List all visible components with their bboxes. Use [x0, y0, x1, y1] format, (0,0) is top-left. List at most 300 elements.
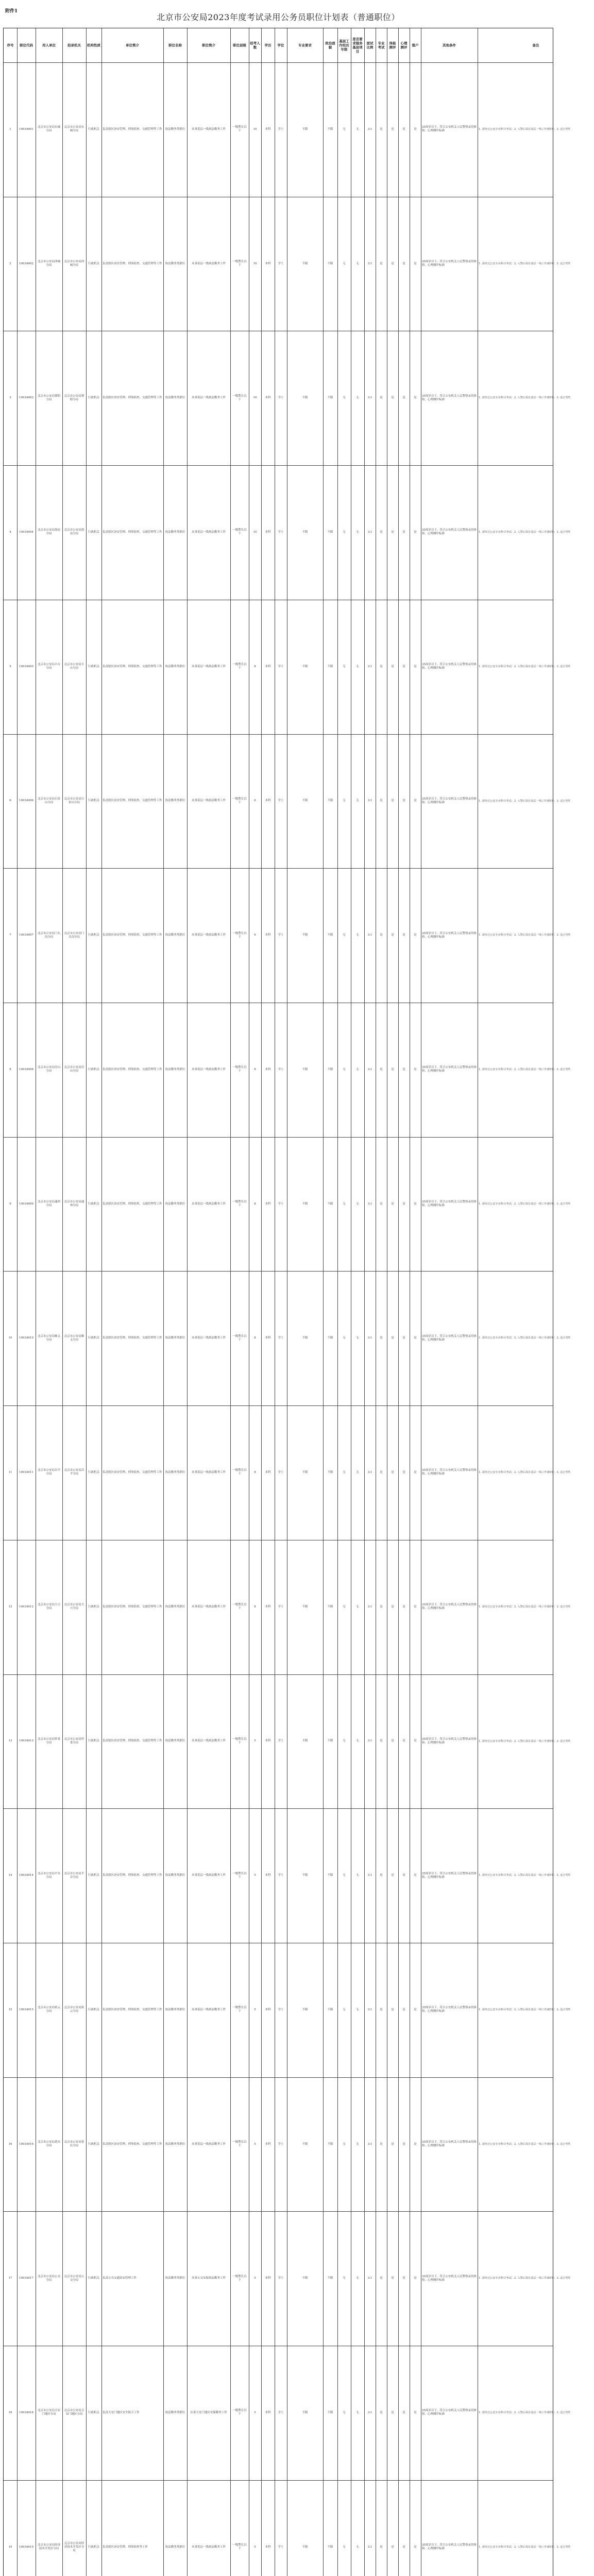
cell-level: 一级警长以下: [232, 2409, 247, 2416]
cell-edu: 本科: [265, 665, 271, 668]
cell-desc: 从事基层一线执法勤务工作: [191, 1739, 226, 1743]
cell-no: 19: [8, 2545, 12, 2549]
cell-major: 不限: [302, 1202, 308, 1206]
cell-code: 10034001: [19, 127, 33, 131]
cell-num: 8: [254, 1336, 256, 1340]
cell-intro: 负责辖区治安管理、刑事侦查等工作: [103, 2545, 148, 2549]
cell-exam: 是: [380, 2411, 383, 2414]
cell-fitness: 是: [391, 1605, 394, 1608]
cell-agency: 北京市公安局石景山分局: [64, 797, 84, 804]
cell-agency: 北京市公安局顺义分局: [64, 1334, 84, 1342]
cell-degree: 学士: [278, 262, 284, 265]
cell-fitness: 是: [391, 127, 394, 131]
cell-service: 无: [356, 1470, 359, 1474]
cell-fitness: 是: [391, 1336, 394, 1340]
cell-desc: 从事基层一线执法勤务工作: [191, 2142, 226, 2146]
cell-intro: 负责辖区治安管理、刑事侦查、交通管理等工作: [103, 799, 162, 803]
cell-psych: 是: [402, 396, 405, 400]
table-row: [4, 2077, 571, 2212]
cell-level: 一级警长以下: [232, 1334, 247, 1342]
cell-code: 10034002: [19, 262, 33, 265]
cell-hukou: 是: [414, 1605, 417, 1608]
cell-service: 无: [356, 530, 359, 534]
cell-intro: 负责辖区治安管理、刑事侦查、交通管理等工作: [103, 262, 162, 265]
cell-nature: 行政机关: [88, 1605, 99, 1608]
cell-hukou: 是: [414, 2008, 417, 2011]
cell-politics: 不限: [327, 799, 333, 803]
cell-hukou: 是: [414, 1470, 417, 1474]
cell-remark: 1. 需经过公安专业科目考试；2. 入警后需在基层一线工作满5年；3. 适合男性: [479, 665, 571, 668]
cell-degree: 学士: [278, 1067, 284, 1071]
cell-exp: 无: [343, 799, 346, 803]
cell-code: 10034011: [19, 1470, 33, 1474]
cell-level: 一级警长以下: [232, 394, 247, 401]
cell-code: 10034009: [19, 1202, 33, 1206]
cell-major: 不限: [302, 1336, 308, 1340]
cell-remark: 1. 需经过公安专业科目考试；2. 入警后需在基层一线工作满5年；3. 适合男性: [479, 1336, 571, 1340]
cell-ratio: 3:1: [367, 2008, 372, 2011]
cell-position: 执法勤务类职位: [165, 665, 185, 668]
cell-ratio: 3:1: [367, 2277, 372, 2280]
cell-intro: 负责辖区治安管理、刑事侦查、交通管理等工作: [103, 396, 162, 400]
cell-exp: 无: [343, 396, 346, 400]
cell-psych: 是: [402, 1470, 405, 1474]
cell-desc: 从事基层一线执法勤务工作: [191, 127, 226, 131]
cell-no: 18: [8, 2411, 12, 2414]
cell-remark: 1. 需经过公安专业科目考试；2. 入警后需在基层一线工作满5年；3. 适合男性: [479, 128, 571, 131]
cell-ratio: 3:1: [367, 262, 372, 265]
cell-other: 35周岁以下，符合公安机关人民警察录用体检、心理测评标准: [422, 2141, 477, 2148]
cell-no: 1: [9, 127, 11, 131]
cell-degree: 学士: [278, 934, 284, 937]
cell-ratio: 3:1: [367, 1874, 372, 1877]
cell-intro: 负责辖区治安管理、刑事侦查、交通管理等工作: [103, 1202, 162, 1206]
cell-hukou: 是: [414, 1739, 417, 1743]
cell-ratio: 3:1: [367, 934, 372, 937]
cell-nature: 行政机关: [88, 934, 99, 937]
cell-major: 不限: [302, 1067, 308, 1071]
cell-remark: 1. 需经过公安专业科目考试；2. 入警后需在基层一线工作满5年；3. 适合男性: [479, 1068, 571, 1072]
cell-code: 10034013: [19, 1739, 33, 1743]
cell-unit: 北京市公安局朝阳分局: [37, 394, 60, 401]
cell-unit: 北京市公安局东城分局: [37, 126, 60, 133]
column-header: 职位代码: [20, 43, 33, 47]
cell-position: 执法勤务类职位: [165, 127, 185, 131]
cell-agency: 北京市公安局延庆分局: [64, 2141, 84, 2148]
cell-psych: 是: [402, 2142, 405, 2146]
cell-fitness: 是: [391, 2142, 394, 2146]
cell-ratio: 3:1: [367, 2411, 372, 2414]
cell-no: 4: [9, 530, 11, 534]
cell-politics: 不限: [327, 2277, 333, 2280]
cell-level: 一级警长以下: [232, 2544, 247, 2551]
cell-politics: 不限: [327, 1202, 333, 1206]
cell-degree: 学士: [278, 396, 284, 400]
cell-position: 执法勤务类职位: [165, 2411, 185, 2414]
cell-unit: 北京市公安局公交分局: [37, 2275, 60, 2282]
cell-exam: 是: [380, 1739, 383, 1743]
column-header: 学位: [277, 43, 284, 47]
cell-other: 35周岁以下，符合公安机关人民警察录用体检、心理测评标准: [422, 260, 477, 267]
cell-exam: 是: [380, 530, 383, 534]
column-header: 落户: [412, 43, 419, 47]
cell-agency: 北京市公安局昌平分局: [64, 1469, 84, 1476]
cell-fitness: 是: [391, 2277, 394, 2280]
cell-desc: 从事基层一线执法勤务工作: [191, 396, 226, 400]
cell-intro: 负责公共交通治安管理工作: [103, 2277, 137, 2280]
cell-nature: 行政机关: [88, 1067, 99, 1071]
column-header: 序号: [7, 43, 14, 47]
cell-nature: 行政机关: [88, 665, 99, 668]
cell-level: 一级警长以下: [232, 2275, 247, 2282]
cell-level: 一级警长以下: [232, 260, 247, 267]
cell-unit: 北京市公安局昌平分局: [37, 1469, 60, 1476]
cell-politics: 不限: [327, 2142, 333, 2146]
column-header: 专业要求: [298, 43, 312, 47]
cell-exam: 是: [380, 262, 383, 265]
cell-remark: 1. 需经过公安专业科目考试；2. 入警后需在基层一线工作满5年；3. 适合男性: [479, 2008, 571, 2012]
column-header: 心理测评: [400, 41, 408, 49]
cell-level: 一级警长以下: [232, 1872, 247, 1879]
cell-desc: 从事基层一线执法勤务工作: [191, 1067, 226, 1071]
cell-num: 5: [254, 1739, 256, 1743]
cell-psych: 是: [402, 2277, 405, 2280]
cell-nature: 行政机关: [88, 396, 99, 400]
cell-desc: 从事天安门地区安保勤务工作: [190, 2411, 227, 2414]
cell-hukou: 是: [414, 665, 417, 668]
cell-code: 10034018: [19, 2411, 33, 2414]
page-title: 北京市公安局2023年度考试录用公务员职位计划表（普通职位）: [157, 12, 400, 22]
cell-major: 不限: [302, 396, 308, 400]
table-row: [4, 868, 571, 1003]
cell-code: 10034015: [19, 2008, 33, 2011]
cell-unit: 北京市公安局平谷分局: [37, 1872, 60, 1879]
cell-code: 10034014: [19, 1874, 33, 1877]
cell-intro: 负责辖区治安管理、刑事侦查、交通管理等工作: [103, 1874, 162, 1877]
table-row: [4, 62, 571, 197]
table-row: [4, 2480, 571, 2576]
table-row: [4, 1271, 571, 1405]
cell-degree: 学士: [278, 2545, 284, 2549]
cell-major: 不限: [302, 1739, 308, 1743]
cell-unit: 北京市公安局海淀分局: [37, 529, 60, 536]
cell-exp: 无: [343, 1874, 346, 1877]
cell-level: 一级警长以下: [232, 1737, 247, 1744]
cell-degree: 学士: [278, 665, 284, 668]
cell-degree: 学士: [278, 1739, 284, 1743]
cell-fitness: 是: [391, 799, 394, 803]
cell-nature: 行政机关: [88, 1470, 99, 1474]
cell-service: 无: [356, 127, 359, 131]
cell-service: 无: [356, 1739, 359, 1743]
cell-position: 执法勤务类职位: [165, 1739, 185, 1743]
column-header: 招录机关: [67, 43, 81, 47]
cell-level: 一级警长以下: [232, 1469, 247, 1476]
position-table: [3, 28, 571, 2576]
cell-fitness: 是: [391, 396, 394, 400]
cell-code: 10034019: [19, 2545, 33, 2549]
cell-other: 35周岁以下，符合公安机关人民警察录用体检、心理测评标准: [422, 1334, 477, 1342]
cell-position: 执法勤务类职位: [165, 1336, 185, 1340]
cell-hukou: 是: [414, 2277, 417, 2280]
cell-intro: 负责辖区治安管理、刑事侦查、交通管理等工作: [103, 1739, 162, 1743]
cell-num: 8: [254, 1605, 256, 1608]
cell-exam: 是: [380, 1874, 383, 1877]
cell-intro: 负责辖区治安管理、刑事侦查、交通管理等工作: [103, 665, 162, 668]
cell-other: 35周岁以下，符合公安机关人民警察录用体检、心理测评标准: [422, 2409, 477, 2416]
cell-remark: 1. 需经过公安专业科目考试；2. 入警后需在基层一线工作满5年；3. 适合男性: [479, 1739, 571, 1743]
cell-exam: 是: [380, 2545, 383, 2549]
cell-hukou: 是: [414, 1874, 417, 1877]
cell-service: 无: [356, 1605, 359, 1608]
cell-edu: 本科: [265, 799, 271, 803]
cell-politics: 不限: [327, 934, 333, 937]
cell-level: 一级警长以下: [232, 1066, 247, 1073]
cell-remark: 1. 需经过公安专业科目考试；2. 入警后需在基层一线工作满5年；3. 适合男性: [479, 1874, 571, 1877]
cell-nature: 行政机关: [88, 799, 99, 803]
cell-politics: 不限: [327, 2411, 333, 2414]
cell-service: 无: [356, 1874, 359, 1877]
cell-edu: 本科: [265, 1605, 271, 1608]
table-row: [4, 1003, 571, 1137]
cell-agency: 北京市公安局通州分局: [64, 1200, 84, 1208]
cell-exam: 是: [380, 396, 383, 400]
table-row: [4, 1137, 571, 1272]
cell-psych: 是: [402, 127, 405, 131]
cell-exp: 无: [343, 262, 346, 265]
cell-other: 35周岁以下，符合公安机关人民警察录用体检、心理测评标准: [422, 1872, 477, 1879]
cell-desc: 从事基层一线执法勤务工作: [191, 1336, 226, 1340]
cell-agency: 北京市公安局西城分局: [64, 260, 84, 267]
cell-nature: 行政机关: [88, 1739, 99, 1743]
column-header: 备注: [532, 43, 539, 47]
cell-no: 9: [9, 1202, 11, 1206]
cell-ratio: 3:1: [367, 1067, 372, 1071]
cell-exam: 是: [380, 2142, 383, 2146]
cell-politics: 不限: [327, 1470, 333, 1474]
cell-no: 15: [8, 2008, 12, 2011]
cell-service: 无: [356, 2545, 359, 2549]
cell-edu: 本科: [265, 1470, 271, 1474]
cell-agency: 北京市公安局平谷分局: [64, 1872, 84, 1879]
cell-agency: 北京市公安局密云分局: [64, 2006, 84, 2013]
cell-code: 10034004: [19, 530, 33, 534]
cell-agency: 北京市公安局怀柔分局: [64, 1737, 84, 1744]
cell-service: 无: [356, 396, 359, 400]
cell-position: 执法勤务类职位: [165, 396, 185, 400]
cell-exp: 无: [343, 1336, 346, 1340]
column-header: 职位层级: [233, 43, 246, 47]
cell-politics: 不限: [327, 2008, 333, 2011]
cell-edu: 本科: [265, 2008, 271, 2011]
table-row: [4, 1405, 571, 1540]
cell-edu: 本科: [265, 2545, 271, 2549]
cell-hukou: 是: [414, 1202, 417, 1206]
table-row: [4, 734, 571, 869]
cell-desc: 从事公交安保执法勤务工作: [191, 2277, 226, 2280]
cell-politics: 不限: [327, 530, 333, 534]
cell-intro: 负责辖区治安管理、刑事侦查、交通管理等工作: [103, 2008, 162, 2011]
cell-no: 14: [8, 1874, 12, 1877]
cell-psych: 是: [402, 2008, 405, 2011]
cell-nature: 行政机关: [88, 530, 99, 534]
cell-major: 不限: [302, 2008, 308, 2011]
cell-desc: 从事基层一线执法勤务工作: [191, 934, 226, 937]
cell-position: 执法勤务类职位: [165, 2008, 185, 2011]
cell-agency: 北京市公安局朝阳分局: [64, 394, 84, 401]
cell-exp: 无: [343, 934, 346, 937]
cell-ratio: 3:1: [367, 396, 372, 400]
cell-num: 10: [253, 530, 257, 534]
cell-exp: 无: [343, 530, 346, 534]
cell-code: 10034005: [19, 665, 33, 668]
cell-psych: 是: [402, 665, 405, 668]
cell-psych: 是: [402, 1336, 405, 1340]
cell-edu: 本科: [265, 1336, 271, 1340]
cell-edu: 本科: [265, 262, 271, 265]
cell-politics: 不限: [327, 2545, 333, 2549]
cell-ratio: 3:1: [367, 2142, 372, 2146]
cell-politics: 不限: [327, 665, 333, 668]
cell-position: 执法勤务类职位: [165, 1874, 185, 1877]
cell-agency: 北京市公安局门头沟分局: [64, 931, 84, 939]
cell-major: 不限: [302, 2411, 308, 2414]
cell-other: 35周岁以下，符合公安机关人民警察录用体检、心理测评标准: [422, 663, 477, 670]
cell-unit: 北京市公安局石景山分局: [37, 797, 60, 804]
cell-no: 12: [8, 1605, 12, 1608]
cell-psych: 是: [402, 1739, 405, 1743]
cell-remark: 1. 需经过公安专业科目考试；2. 入警后需在基层一线工作满5年；3. 适合男性: [479, 799, 571, 803]
cell-exam: 是: [380, 127, 383, 131]
cell-agency: 北京市公安局大兴分局: [64, 1603, 84, 1611]
cell-no: 5: [9, 665, 11, 668]
cell-nature: 行政机关: [88, 1874, 99, 1877]
cell-no: 2: [9, 262, 11, 265]
cell-position: 执法勤务类职位: [165, 934, 185, 937]
cell-agency: 北京市公安局丰台分局: [64, 663, 84, 670]
cell-unit: 北京市公安局丰台分局: [37, 663, 60, 670]
cell-intro: 负责辖区治安管理、刑事侦查、交通管理等工作: [103, 1470, 162, 1474]
cell-num: 10: [253, 262, 257, 265]
cell-edu: 本科: [265, 396, 271, 400]
cell-psych: 是: [402, 1874, 405, 1877]
cell-service: 无: [356, 2277, 359, 2280]
cell-remark: 1. 需经过公安专业科目考试；2. 入警后需在基层一线工作满5年；3. 适合男性: [479, 1202, 571, 1206]
cell-no: 11: [8, 1470, 12, 1474]
cell-psych: 是: [402, 530, 405, 534]
column-header: 职位简介: [202, 43, 215, 47]
cell-psych: 是: [402, 934, 405, 937]
cell-no: 10: [8, 1336, 12, 1340]
cell-level: 一级警长以下: [232, 2141, 247, 2148]
cell-hukou: 是: [414, 530, 417, 534]
cell-level: 一级警长以下: [232, 529, 247, 536]
column-header: 政治面貌: [325, 41, 335, 49]
cell-hukou: 是: [414, 1067, 417, 1071]
cell-politics: 不限: [327, 127, 333, 131]
cell-fitness: 是: [391, 665, 394, 668]
cell-other: 35周岁以下，符合公安机关人民警察录用体检、心理测评标准: [422, 797, 477, 804]
cell-unit: 北京市公安局房山分局: [37, 1066, 60, 1073]
cell-degree: 学士: [278, 2008, 284, 2011]
table-row: [4, 2346, 571, 2480]
table-row: [4, 465, 571, 600]
cell-nature: 行政机关: [88, 262, 99, 265]
cell-remark: 1. 需经过公安专业科目考试；2. 入警后需在基层一线工作满5年；3. 适合男性: [479, 2411, 571, 2415]
cell-level: 一级警长以下: [232, 797, 247, 804]
cell-position: 执法勤务类职位: [165, 1067, 185, 1071]
column-header: 体能测评: [389, 41, 396, 49]
cell-fitness: 是: [391, 2411, 394, 2414]
cell-fitness: 是: [391, 1202, 394, 1206]
cell-degree: 学士: [278, 1470, 284, 1474]
cell-remark: 1. 需经过公安专业科目考试；2. 入警后需在基层一线工作满5年；3. 适合男性: [479, 262, 571, 265]
cell-level: 一级警长以下: [232, 1603, 247, 1611]
cell-politics: 不限: [327, 1067, 333, 1071]
cell-intro: 负责天安门地区安全保卫工作: [103, 2411, 140, 2414]
cell-degree: 学士: [278, 1605, 284, 1608]
cell-other: 35周岁以下，符合公安机关人民警察录用体检、心理测评标准: [422, 1603, 477, 1611]
cell-major: 不限: [302, 799, 308, 803]
cell-edu: 本科: [265, 1874, 271, 1877]
cell-desc: 从事基层一线执法勤务工作: [191, 1874, 226, 1877]
cell-nature: 行政机关: [88, 2142, 99, 2146]
cell-unit: 北京市公安局顺义分局: [37, 1334, 60, 1342]
cell-remark: 1. 需经过公安专业科目考试；2. 入警后需在基层一线工作满5年；3. 适合男性: [479, 1605, 571, 1608]
cell-unit: 北京市公安局西城分局: [37, 260, 60, 267]
cell-remark: 1. 需经过公安专业科目考试；2. 入警后需在基层一线工作满5年；3. 适合男性: [479, 2142, 571, 2146]
cell-no: 6: [9, 799, 11, 803]
cell-degree: 学士: [278, 127, 284, 131]
cell-hukou: 是: [414, 2142, 417, 2146]
cell-position: 执法勤务类职位: [165, 262, 185, 265]
cell-exam: 是: [380, 934, 383, 937]
cell-intro: 负责辖区治安管理、刑事侦查、交通管理等工作: [103, 2142, 162, 2146]
cell-agency: 北京市公安局经济技术开发区分局: [64, 2541, 84, 2552]
cell-other: 35周岁以下，符合公安机关人民警察录用体检、心理测评标准: [422, 1737, 477, 1744]
cell-politics: 不限: [327, 1605, 333, 1608]
cell-no: 7: [9, 934, 11, 937]
cell-politics: 不限: [327, 396, 333, 400]
cell-other: 35周岁以下，符合公安机关人民警察录用体检、心理测评标准: [422, 931, 477, 939]
cell-hukou: 是: [414, 2411, 417, 2414]
cell-ratio: 3:1: [367, 799, 372, 803]
cell-exp: 无: [343, 1739, 346, 1743]
cell-edu: 本科: [265, 1067, 271, 1071]
cell-major: 不限: [302, 1605, 308, 1608]
column-header: 学历: [264, 43, 271, 47]
cell-service: 无: [356, 665, 359, 668]
cell-nature: 行政机关: [88, 1202, 99, 1206]
cell-exam: 是: [380, 1605, 383, 1608]
cell-intro: 负责辖区治安管理、刑事侦查、交通管理等工作: [103, 934, 162, 937]
cell-remark: 1. 需经过公安专业科目考试；2. 入警后需在基层一线工作满5年；3. 适合男性: [479, 2545, 571, 2549]
cell-major: 不限: [302, 934, 308, 937]
cell-num: 5: [254, 2142, 256, 2146]
cell-remark: 1. 需经过公安专业科目考试；2. 入警后需在基层一线工作满5年；3. 适合男性: [479, 934, 571, 937]
cell-num: 5: [254, 2545, 256, 2549]
cell-fitness: 是: [391, 2545, 394, 2549]
cell-hukou: 是: [414, 934, 417, 937]
cell-nature: 行政机关: [88, 2008, 99, 2011]
cell-code: 10034010: [19, 1336, 33, 1340]
cell-ratio: 3:1: [367, 665, 372, 668]
cell-code: 10034016: [19, 2142, 33, 2146]
column-header: 是否要求服务基层项目: [352, 37, 363, 54]
cell-service: 无: [356, 1202, 359, 1206]
cell-major: 不限: [302, 127, 308, 131]
cell-exam: 是: [380, 1202, 383, 1206]
